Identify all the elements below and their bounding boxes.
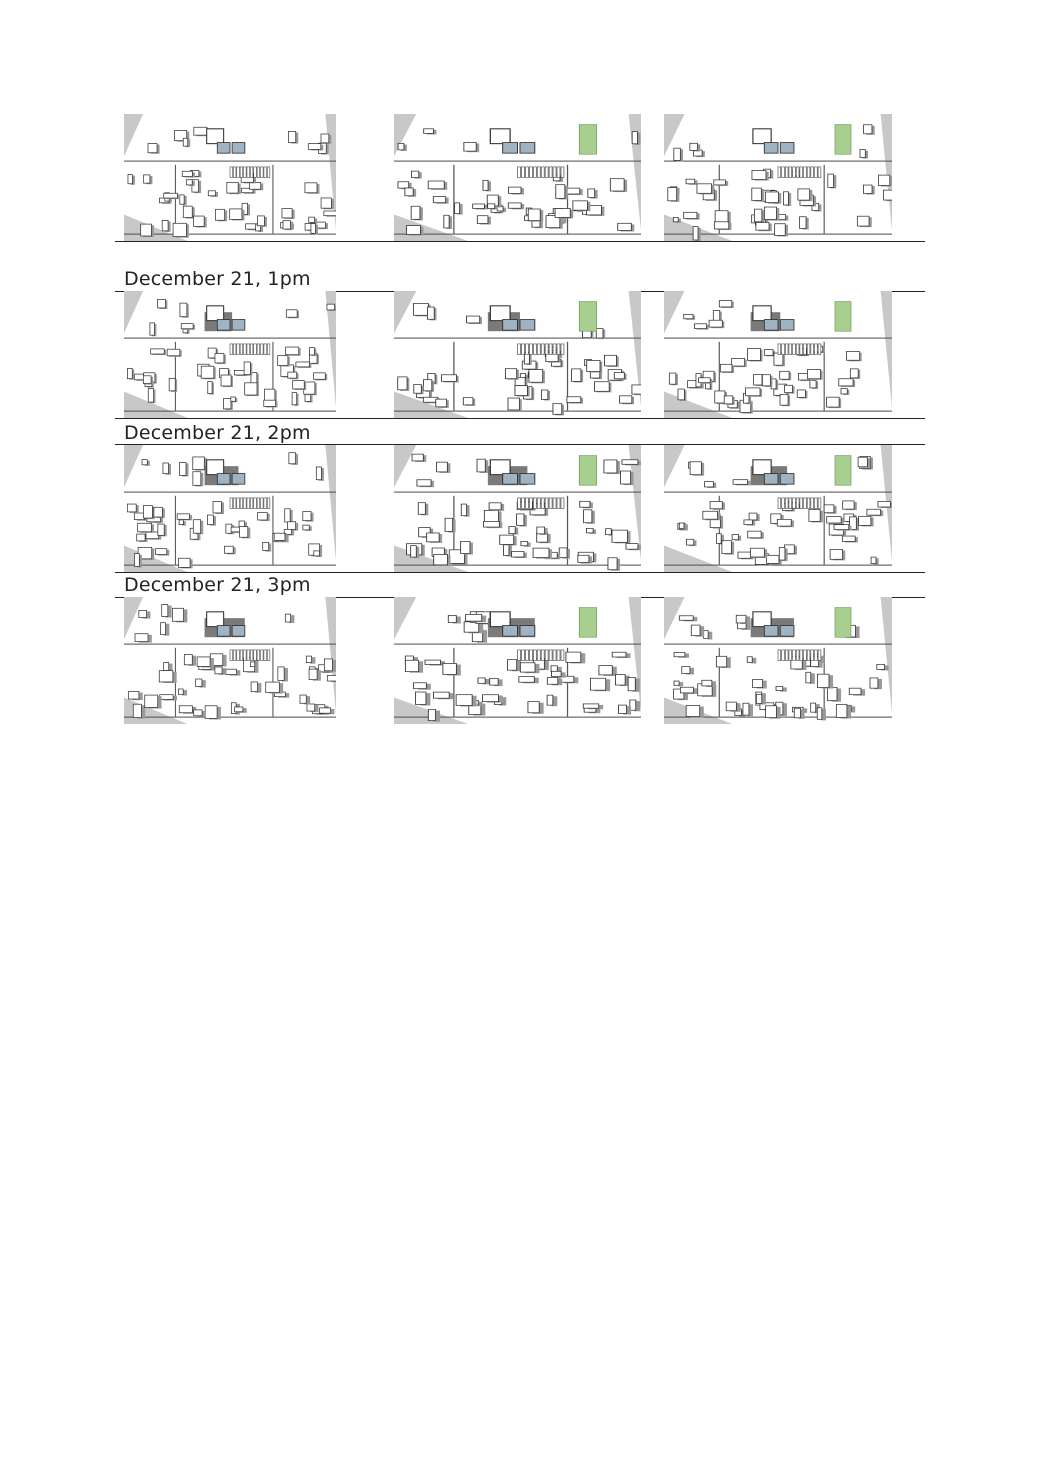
shadow-map-panel	[664, 597, 892, 724]
shadow-map-panel	[124, 597, 336, 724]
row-divider	[115, 572, 925, 573]
shadow-map-panel	[664, 291, 892, 418]
row-caption-3pm: December 21, 3pm	[124, 574, 311, 596]
row-divider	[115, 418, 925, 419]
shadow-map-panel	[124, 291, 336, 418]
shadow-map-panel	[124, 114, 336, 241]
row-caption-1pm: December 21, 1pm	[124, 268, 311, 290]
shadow-map-panel	[664, 445, 892, 572]
shadow-map-panel	[394, 291, 641, 418]
row-caption-2pm: December 21, 2pm	[124, 422, 311, 444]
shadow-map-panel	[394, 114, 641, 241]
shadow-map-panel	[664, 114, 892, 241]
shadow-map-panel	[394, 445, 641, 572]
shadow-map-panel	[394, 597, 641, 724]
shadow-map-panel	[124, 445, 336, 572]
row-divider	[115, 241, 925, 242]
